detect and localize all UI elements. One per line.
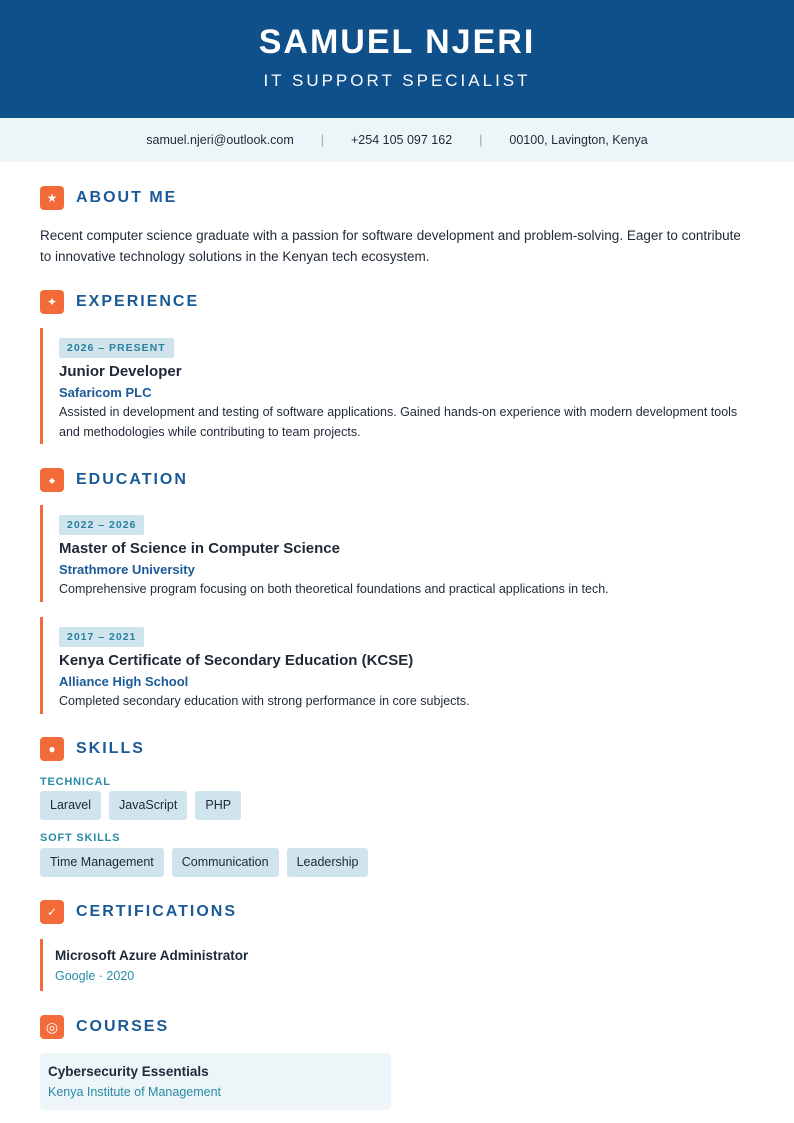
skill-chip: JavaScript: [109, 791, 187, 820]
education-description: Comprehensive program focusing on both theoretical foundations and practical applications in tech.: [59, 582, 609, 596]
candidate-name: SAMUEL NJERI: [258, 23, 536, 61]
date-badge: 2017 – 2021: [59, 627, 144, 647]
skill-group-label: TECHNICAL: [40, 776, 111, 788]
job-description: Assisted in development and testing of software applications. Gained hands-on experience with modern development tools and methodologies while contributing to team projects.: [59, 405, 738, 439]
contact-separator: |: [479, 133, 483, 147]
contact-bar: [0, 118, 794, 162]
checkmark-icon: ✓: [40, 900, 64, 924]
section-title: EDUCATION: [76, 471, 188, 488]
course-provider: Kenya Institute of Management: [48, 1085, 222, 1099]
section-title: COURSES: [76, 1018, 170, 1035]
sparkle-icon: ✦: [40, 290, 64, 314]
skill-group-label: SOFT SKILLS: [40, 832, 121, 844]
institution-name: Alliance High School: [59, 674, 189, 689]
company-name: Safaricom PLC: [59, 385, 152, 400]
star-icon: ★: [40, 186, 64, 210]
section-header-courses: [40, 1015, 169, 1039]
about-text: Recent computer science graduate with a passion for software development and problem-solving. Eager to contribute to innovative technology solutions in the Kenyan tech ecosystem.: [40, 228, 741, 264]
degree-title: Kenya Certificate of Secondary Education (KCSE): [59, 652, 414, 669]
skill-chip: Laravel: [40, 791, 101, 820]
section-title: ABOUT ME: [76, 189, 178, 206]
certification-entry: [40, 939, 754, 991]
skill-chip: PHP: [195, 791, 241, 820]
resume-header: [0, 0, 794, 118]
certification-name: Microsoft Azure Administrator: [55, 948, 249, 963]
skill-chips-technical: [40, 791, 241, 820]
section-header-education: [40, 468, 188, 492]
section-header-certifications: [40, 900, 237, 924]
contact-address: 00100, Lavington, Kenya: [509, 133, 648, 147]
candidate-title: IT SUPPORT SPECIALIST: [263, 71, 531, 90]
section-title: CERTIFICATIONS: [76, 903, 238, 920]
target-icon: ◎: [40, 1015, 64, 1039]
circle-icon: ●: [40, 737, 64, 761]
section-header-skills: [40, 737, 145, 761]
contact-separator: |: [320, 133, 324, 147]
course-name: Cybersecurity Essentials: [48, 1064, 209, 1079]
education-entry: [40, 505, 754, 602]
section-header-experience: [40, 290, 199, 314]
contact-phone[interactable]: +254 105 097 162: [351, 133, 453, 147]
job-title: Junior Developer: [59, 363, 182, 380]
skill-chip: Communication: [172, 848, 279, 877]
date-badge: 2026 – PRESENT: [59, 338, 174, 358]
experience-entry: [40, 328, 754, 444]
contact-email[interactable]: samuel.njeri@outlook.com: [146, 133, 294, 147]
skill-chips-soft: [40, 848, 368, 877]
section-title: SKILLS: [76, 740, 145, 757]
degree-title: Master of Science in Computer Science: [59, 540, 340, 557]
diamond-icon: ◆: [40, 468, 64, 492]
education-description: Completed secondary education with strong performance in core subjects.: [59, 694, 470, 708]
course-card: [40, 1053, 391, 1110]
certification-meta: Google · 2020: [55, 969, 135, 983]
skill-chip: Time Management: [40, 848, 164, 877]
institution-name: Strathmore University: [59, 562, 195, 577]
section-header-about: [40, 186, 177, 210]
education-entry: [40, 617, 754, 714]
section-title: EXPERIENCE: [76, 293, 200, 310]
date-badge: 2022 – 2026: [59, 515, 144, 535]
skill-chip: Leadership: [287, 848, 369, 877]
